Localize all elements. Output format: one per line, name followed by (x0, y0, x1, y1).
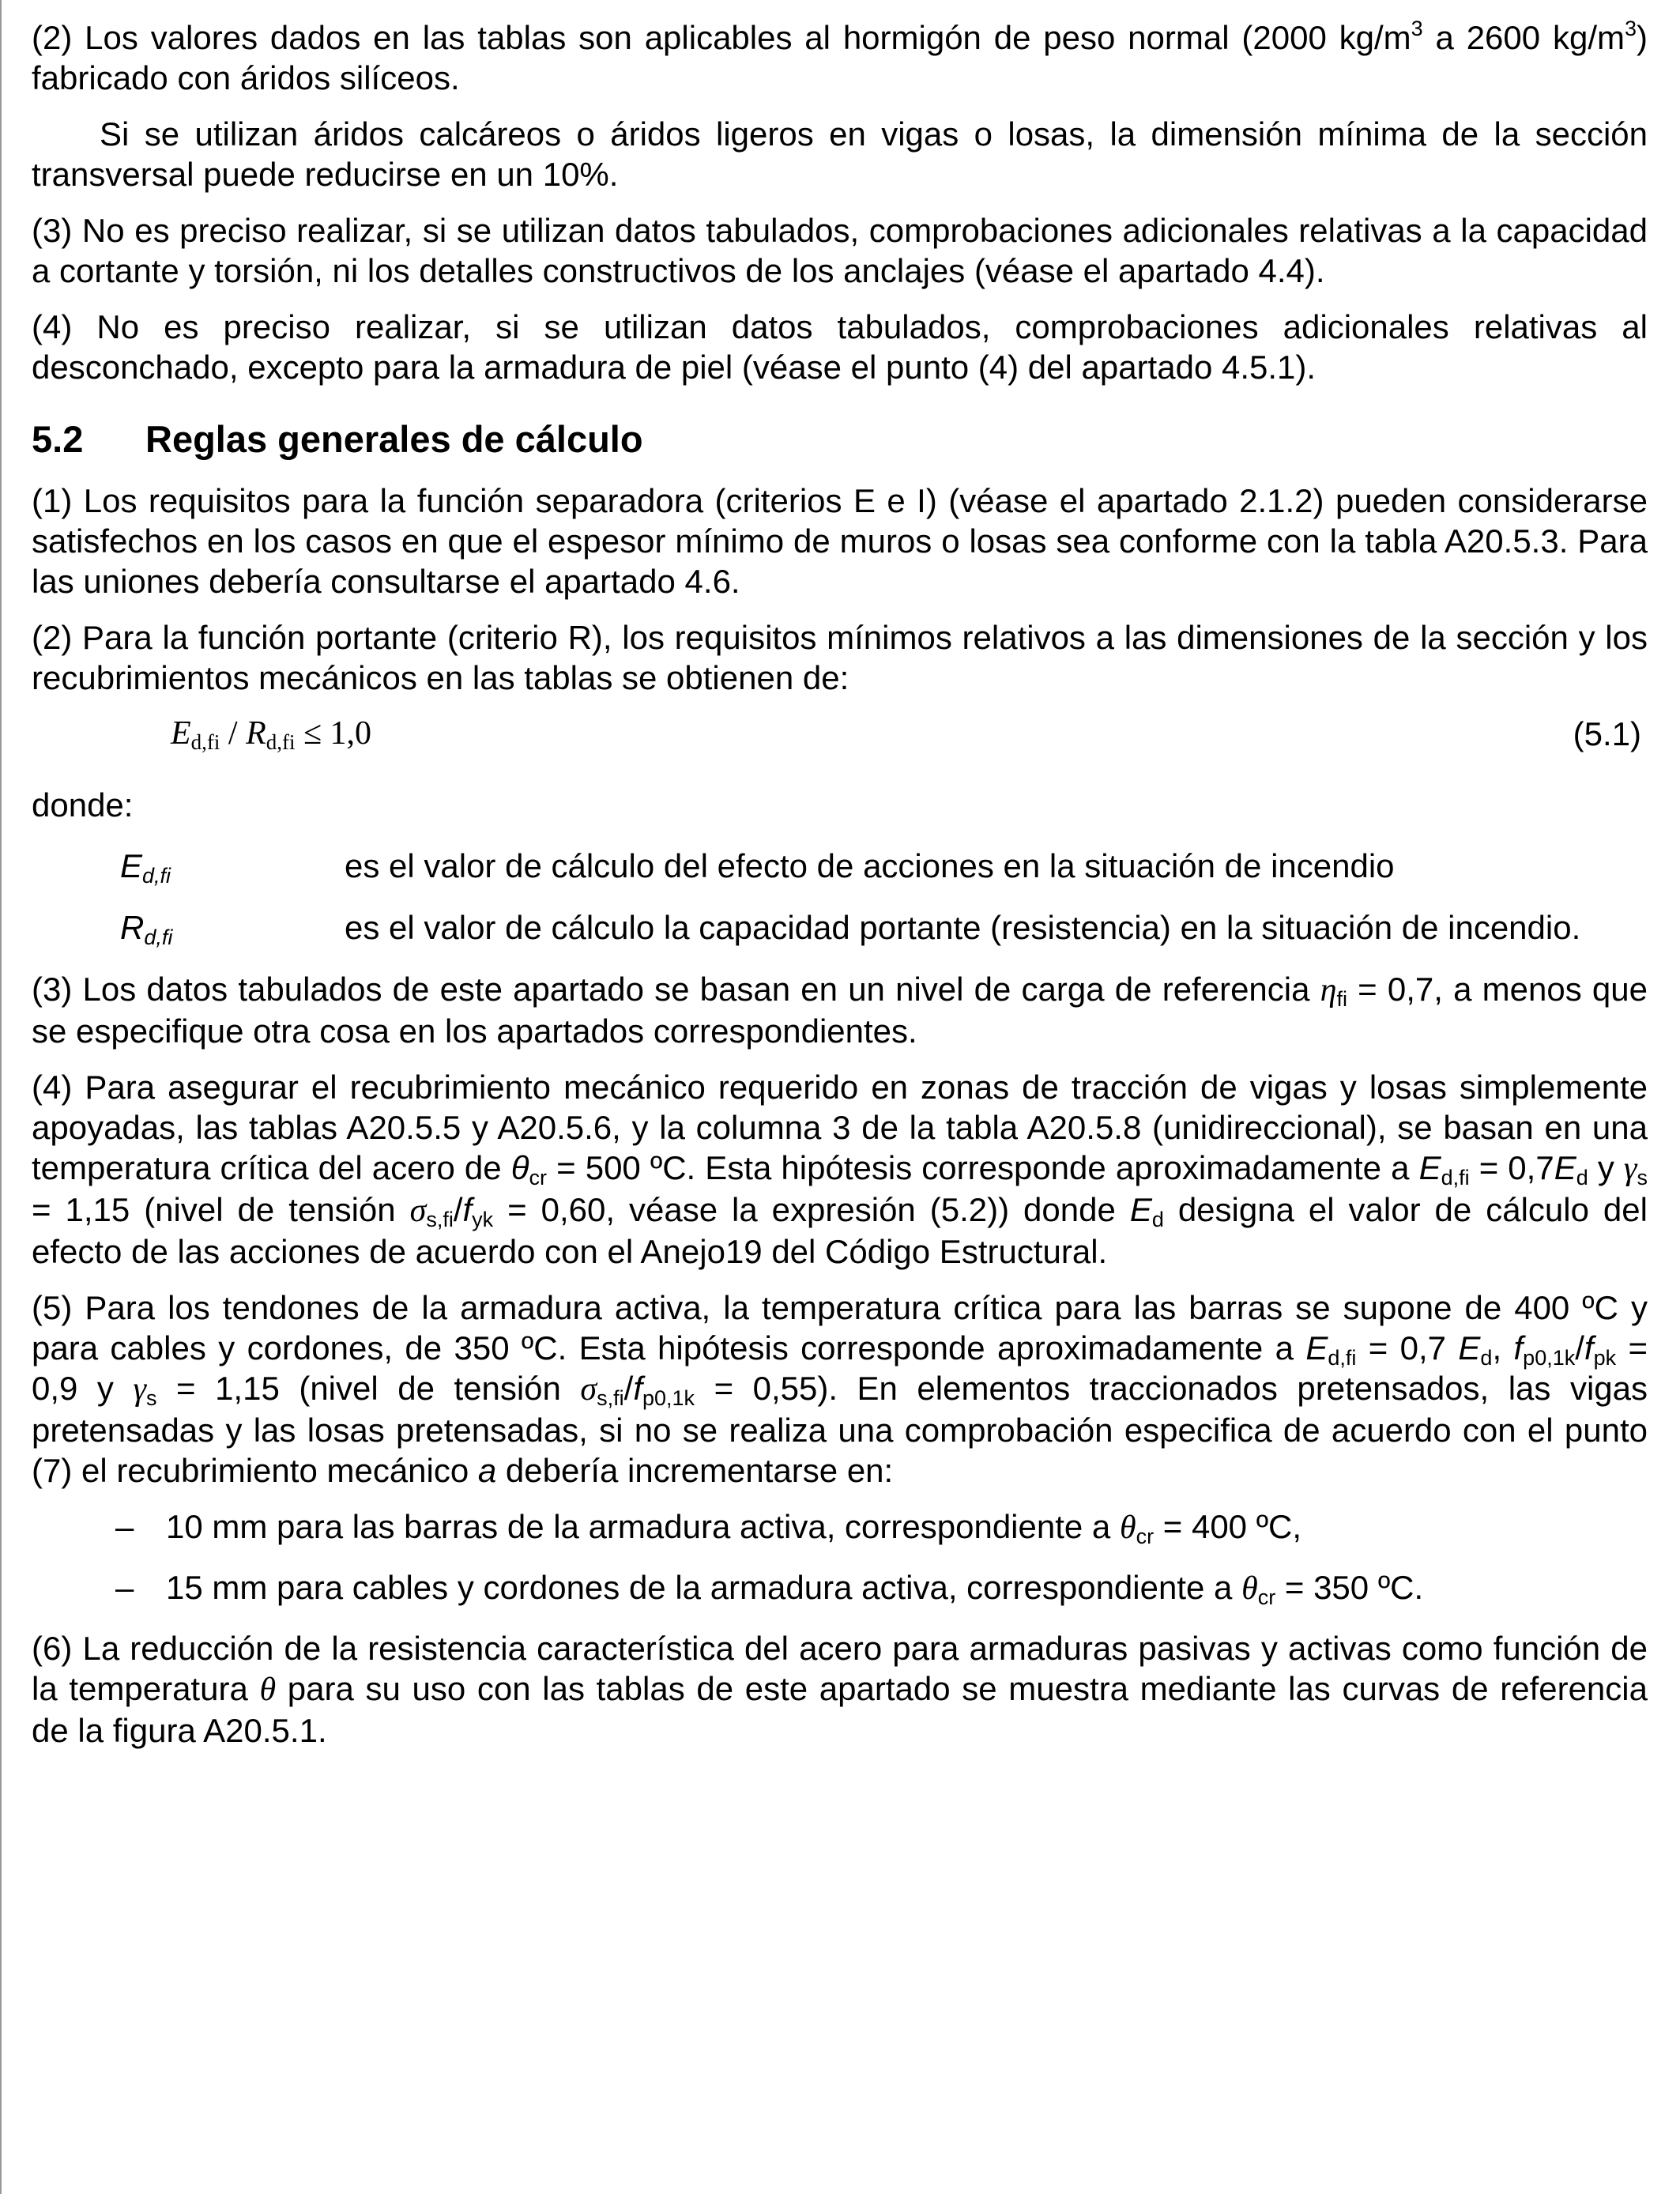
paragraph-2 (32, 17, 1648, 98)
text: (2) Los valores dados en las tablas son aplicables al hormigón de peso normal (2000 kg/m (32, 19, 1411, 56)
symbol: E (1129, 1191, 1152, 1228)
symbol: f (462, 1191, 473, 1228)
paragraph-4: (4) No es preciso realizar, si se utilizan datos tabulados, comprobaciones adicionales relativas al desconchado, excepto para la armadura de piel (véase el punto (4) del apartado 4.5.1). (32, 308, 1648, 386)
definition-text: es el valor de cálculo del efecto de acciones en la situación de incendio (345, 847, 1395, 884)
subscript: s (1637, 1166, 1648, 1189)
equation-number: (5.1) (1573, 715, 1641, 752)
superscript: 3 (1411, 17, 1423, 40)
symbol: E (1305, 1329, 1328, 1367)
operator: / (220, 715, 247, 752)
subscript: p0,1k (1523, 1346, 1576, 1370)
dash-marker: – (115, 1508, 134, 1545)
text: = 1,15 (nivel de tensión (156, 1370, 581, 1407)
subscript: s,fi (426, 1208, 454, 1231)
text: (3) Los datos tabulados de este apartado se basan en un nivel de carga de referencia (32, 971, 1320, 1008)
symbol: a (477, 1452, 497, 1489)
symbol: E (1418, 1149, 1441, 1186)
text: / (1575, 1329, 1584, 1367)
text: (4) Para asegurar el recubrimiento mecánico requerido en zonas de tracción de vigas y losas simplemente apoyadas, las tablas A20.5.5 y A20.5.6, y la columna 3 de la tabla A20.5.8 (unidireccional), se basan en una temperatura crítica del acero de (32, 1069, 1648, 1186)
operator: ≤ 1,0 (295, 715, 372, 752)
text: = 0,7 (1469, 1149, 1554, 1186)
paragraph-2-continued: Si se utilizan áridos calcáreos o áridos ligeros en vigas o losas, la dimensión mínima de la sección transversal puede reducirse en un 10%. (32, 115, 1648, 193)
text: ) fabricado con áridos silíceos. (32, 19, 1648, 96)
subscript: pk (1593, 1346, 1617, 1370)
text: = 0,7, a menos que se especifique otra cosa en los apartados correspondientes. (32, 971, 1648, 1050)
subscript: d,fi (144, 925, 173, 949)
text: 15 mm para cables y cordones de la armadura activa, correspondiente a (166, 1569, 1242, 1606)
text: a 2600 kg/m (1422, 19, 1625, 56)
text: 10 mm para las barras de la armadura activa, correspondiente a (166, 1508, 1120, 1545)
dash-marker: – (115, 1569, 134, 1606)
text: = 400 ºC, (1154, 1508, 1302, 1545)
text: = 0,7 (1356, 1329, 1459, 1367)
page-border (0, 0, 2, 2194)
symbol: E (1554, 1149, 1576, 1186)
text: / (453, 1191, 463, 1228)
text: = 500 ºC. Esta hipótesis corresponde aproximadamente a (547, 1149, 1419, 1186)
subscript: yk (472, 1208, 494, 1231)
text: = 1,15 (nivel de tensión (32, 1191, 410, 1228)
text: para su uso con las tablas de este apartado se muestra mediante las curvas de referencia de la figura A20.5.1. (32, 1670, 1648, 1749)
symbol: σ (580, 1371, 597, 1408)
section-heading (32, 417, 1648, 462)
definition-row (32, 907, 1648, 950)
symbol: θ (259, 1672, 277, 1708)
definition-symbol (120, 907, 172, 948)
text: = 0,9 y (32, 1329, 1648, 1407)
subscript: d,fi (1441, 1166, 1470, 1189)
section-paragraph-2: (2) Para la función portante (criterio R), los requisitos mínimos relativos a las dimensiones de la sección y los recubrimientos mecánicos en las tablas se obtienen de: (32, 619, 1648, 696)
list-item (32, 1567, 1648, 1609)
symbol: θ (510, 1149, 529, 1186)
definition-row (32, 846, 1648, 888)
symbol: E (1458, 1329, 1481, 1367)
text: / (623, 1370, 634, 1407)
equation-5-1 (32, 714, 1648, 761)
definition-text: es el valor de cálculo la capacidad portante (resistencia) en la situación de incendio. (345, 909, 1581, 946)
text: = 350 ºC. (1275, 1569, 1424, 1606)
text: debería incrementarse en: (496, 1452, 894, 1489)
subscript: p0,1k (642, 1386, 695, 1410)
symbol: η (1320, 972, 1337, 1008)
section-paragraph-3 (32, 969, 1648, 1051)
subscript: d (1151, 1208, 1164, 1231)
section-paragraph-6 (32, 1628, 1648, 1751)
donde-label: donde: (32, 786, 134, 824)
subscript: d,fi (142, 864, 171, 888)
text: (6) La reducción de la resistencia característica del acero para armaduras pasivas y activas como función de la temperatura (32, 1630, 1648, 1707)
symbol: f (633, 1370, 642, 1407)
subscript: cr (529, 1166, 548, 1189)
section-paragraph-5 (32, 1287, 1648, 1491)
symbol: E (120, 847, 143, 884)
symbol: E (171, 715, 191, 752)
symbol: θ (1241, 1570, 1258, 1607)
subscript: s,fi (597, 1386, 624, 1410)
section-title: Reglas generales de cálculo (145, 418, 643, 460)
definition-symbol (120, 846, 171, 886)
symbol: σ (409, 1193, 427, 1229)
text: , (1492, 1329, 1514, 1367)
subscript: cr (1136, 1525, 1155, 1548)
section-number: 5.2 (32, 418, 84, 460)
symbol: θ (1119, 1510, 1136, 1546)
subscript: d,fi (190, 730, 220, 754)
symbol: R (120, 909, 145, 946)
text: y (1588, 1149, 1624, 1186)
document-body (32, 17, 1648, 1766)
text: = 0,55). En elementos traccionados pretensados, las vigas pretensadas y las losas pretensadas, si no se realiza una comprobación especifica de acuerdo con el punto (7) el recubrimiento mecánico (32, 1370, 1648, 1489)
dash-list (32, 1506, 1648, 1609)
subscript: cr (1257, 1585, 1276, 1609)
text: = 0,60, véase la expresión (5.2)) donde (493, 1191, 1130, 1228)
subscript: d (1576, 1166, 1588, 1189)
section-paragraph-1: (1) Los requisitos para la función separadora (criterios E e I) (véase el apartado 2.1.2) pueden considerarse satisfechos en los casos en que el espesor mínimo de muros o losas sea conforme con la tabla A20.5.3. Para las uniones debería consultarse el apartado 4.6. (32, 482, 1648, 600)
subscript: fi (1336, 987, 1347, 1011)
symbol: R (246, 715, 266, 752)
section-paragraph-4 (32, 1067, 1648, 1272)
subscript: d,fi (1328, 1346, 1357, 1370)
list-item (32, 1506, 1648, 1548)
text: (5) Para los tendones de la armadura activa, la temperatura crítica para las barras se supone de 400 ºC y para cables y cordones, de 350 ºC. Esta hipótesis corresponde aproximadamente a (32, 1289, 1648, 1367)
paragraph-3: (3) No es preciso realizar, si se utilizan datos tabulados, comprobaciones adicionales relativas a la capacidad a cortante y torsión, ni los detalles constructivos de los anclajes (véase el apartado 4.4). (32, 212, 1648, 289)
equation-expression (171, 714, 371, 754)
subscript: s (146, 1386, 157, 1410)
symbol: f (1513, 1329, 1524, 1367)
symbol: f (1584, 1329, 1594, 1367)
subscript: d (1480, 1346, 1493, 1370)
subscript: d,fi (266, 730, 296, 754)
symbol: γ (1623, 1151, 1637, 1187)
superscript: 3 (1624, 17, 1637, 40)
text: designa el valor de cálculo del efecto de las acciones de acuerdo con el Anejo19 del Código Estructural. (32, 1191, 1648, 1270)
symbol: γ (133, 1371, 146, 1408)
